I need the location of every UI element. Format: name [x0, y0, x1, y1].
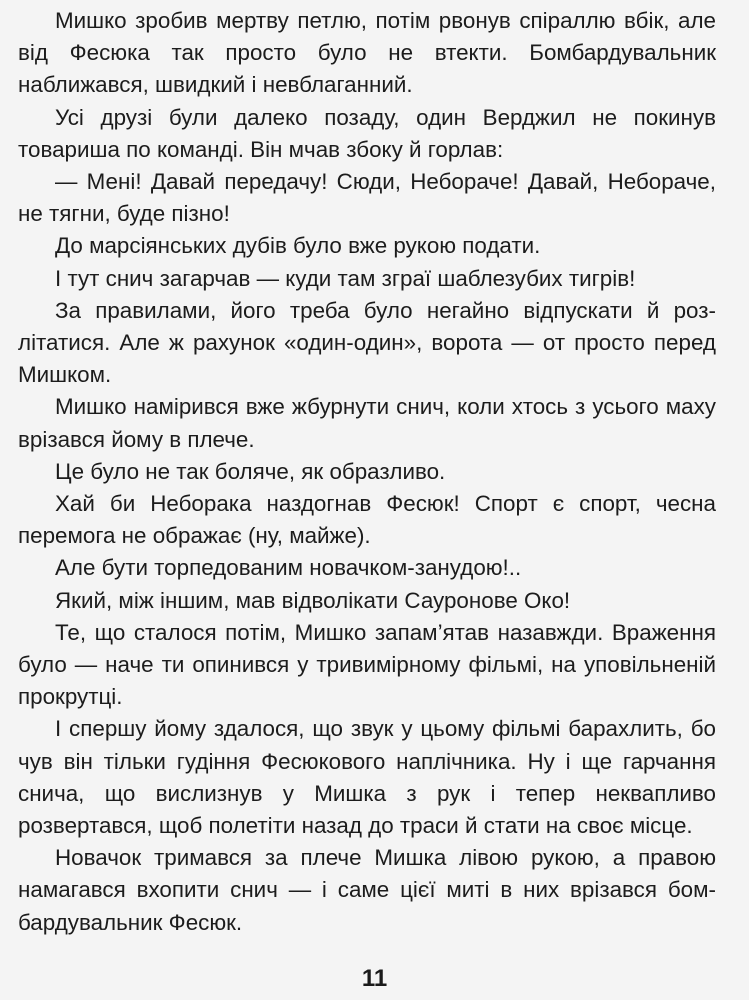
- paragraph-2: Усі друзі були далеко позаду, один Верджил не покинув товариша по команді. Він мчав збоку й горлав:: [18, 104, 716, 162]
- paragraph-4: До марсіянських дубів було вже рукою подати.: [55, 233, 541, 259]
- paragraph-11: Який, між іншим, мав відволікати Сауронове Око!: [55, 587, 571, 613]
- paragraph-9: Хай би Неборака наздогнав Фесюк! Спорт є спорт, чесна перемога не ображає (ну, майже).: [18, 491, 716, 549]
- paragraph-7: Мишко намірився вже жбурнути снич, коли хтось з усього маху врізався йому в плече.: [18, 394, 716, 452]
- paragraph-5: І тут снич загарчав — куди там зграї шаблезубих тигрів!: [55, 265, 636, 291]
- paragraph-6: За правилами, його треба було негайно відпускати й розлітатися. Але ж рахунок «один-один», ворота — от просто перед Мишком.: [18, 297, 716, 388]
- paragraph-1: Мишко зробив мертву петлю, потім рвонув спіраллю вбік, але від Фесюка так просто було не втекти. Бомбардувальник наближався, швидкий і невблаганний.: [18, 8, 716, 98]
- paragraph-13: І спершу йому здалося, що звук у цьому фільмі барахлить, бо чув він тільки гудіння Фесюкового наплічника. Ну і ще гарчання снича, що вислизнув у Мишка з рук і тепер неквапливо розвертався, щоб полетіти назад до траси й стати на своє місце.: [18, 716, 716, 839]
- paragraph-14: Новачок тримався за плече Мишка лівою рукою, а правою намагався вхопити снич — і саме цієї миті в них врізався бомбардувальник Фесюк.: [18, 845, 716, 935]
- paragraph-3: — Мені! Давай передачу! Сюди, Небораче! Давай, Небораче, не тягни, буде пізно!: [18, 169, 716, 227]
- paragraph-8: Це було не так боляче, як образливо.: [55, 458, 446, 484]
- paragraph-12: Те, що сталося потім, Мишко запам’ятав назавжди. Враження було — наче ти опинився у тривимірному фільмі, на уповільненій прокрутці.: [18, 619, 716, 710]
- paragraph-10: Але бути торпедованим новачком-занудою!..: [55, 555, 522, 581]
- book-text: [18, 5, 716, 939]
- page-number: 11: [361, 965, 388, 992]
